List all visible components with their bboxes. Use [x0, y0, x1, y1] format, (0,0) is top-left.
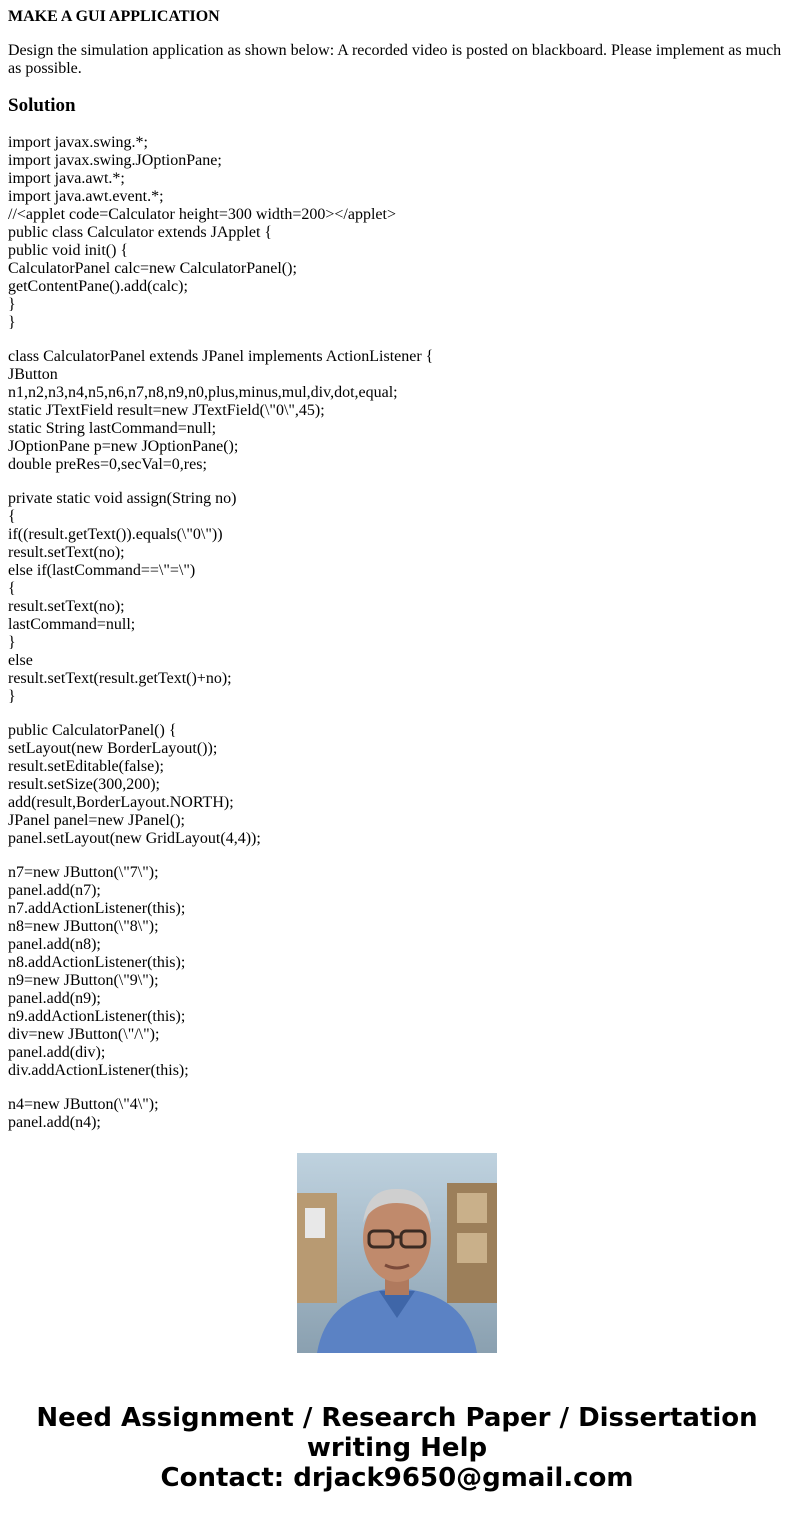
code-line: CalculatorPanel calc=new CalculatorPanel();: [8, 260, 297, 277]
code-line: n8.addActionListener(this);: [8, 954, 186, 971]
code-line: static String lastCommand=null;: [8, 420, 217, 437]
code-line: }: [8, 296, 16, 313]
cta-line-3: Contact: drjack9650@gmail.com: [160, 1463, 634, 1493]
code-line: {: [8, 580, 16, 597]
code-line: n7=new JButton(\"7\");: [8, 864, 159, 881]
code-listing: [8, 134, 788, 1132]
code-line: div=new JButton(\"/\");: [8, 1026, 160, 1043]
code-line: import javax.swing.JOptionPane;: [8, 152, 222, 169]
code-line: import java.awt.event.*;: [8, 188, 164, 205]
solution-heading: Solution: [8, 95, 76, 116]
code-line: }: [8, 688, 16, 705]
code-line: lastCommand=null;: [8, 616, 136, 633]
code-line: div.addActionListener(this);: [8, 1062, 189, 1079]
code-line: n1,n2,n3,n4,n5,n6,n7,n8,n9,n0,plus,minus,mul,div,dot,equal;: [8, 384, 398, 401]
code-line: else if(lastCommand==\"=\"): [8, 562, 196, 579]
code-line: static JTextField result=new JTextField(\"0\",45);: [8, 402, 325, 419]
code-line: JButton: [8, 366, 58, 383]
code-line: }: [8, 634, 16, 651]
code-line: result.setText(no);: [8, 598, 125, 615]
code-line: n4=new JButton(\"4\");: [8, 1096, 159, 1113]
code-line: public CalculatorPanel() {: [8, 722, 177, 739]
code-line: JOptionPane p=new JOptionPane();: [8, 438, 239, 455]
cta-line-2: writing Help: [306, 1433, 488, 1463]
code-line: else: [8, 652, 33, 669]
code-line: private static void assign(String no): [8, 490, 237, 507]
intro-paragraph: Design the simulation application as shown below: A recorded video is posted on blackboard. Please implement as much as possible.: [8, 42, 782, 77]
code-line: result.setText(no);: [8, 544, 125, 561]
page-title: MAKE A GUI APPLICATION: [8, 8, 220, 25]
code-line: panel.add(n7);: [8, 882, 101, 899]
code-line: result.setSize(300,200);: [8, 776, 160, 793]
code-line: result.setEditable(false);: [8, 758, 164, 775]
code-line: //<applet code=Calculator height=300 width=200></applet>: [8, 206, 396, 223]
code-line: double preRes=0,secVal=0,res;: [8, 456, 207, 473]
code-line: public class Calculator extends JApplet {: [8, 224, 273, 241]
code-line: panel.add(n4);: [8, 1114, 101, 1131]
contact-banner: [0, 1403, 794, 1493]
code-blank-line: [8, 332, 788, 348]
code-line: result.setText(result.getText()+no);: [8, 670, 232, 687]
code-blank-line: [8, 706, 788, 722]
code-line: if((result.getText()).equals(\"0\")): [8, 526, 223, 543]
code-line: add(result,BorderLayout.NORTH);: [8, 794, 234, 811]
code-line: panel.add(n8);: [8, 936, 101, 953]
code-line: JPanel panel=new JPanel();: [8, 812, 185, 829]
code-line: panel.setLayout(new GridLayout(4,4));: [8, 830, 261, 847]
code-line: n8=new JButton(\"8\");: [8, 918, 159, 935]
person-portrait-image: [297, 1153, 497, 1353]
author-photo: [297, 1153, 497, 1353]
code-blank-line: [8, 848, 788, 864]
code-line: {: [8, 508, 16, 525]
code-line: panel.add(div);: [8, 1044, 106, 1061]
code-line: n7.addActionListener(this);: [8, 900, 186, 917]
code-line: n9.addActionListener(this);: [8, 1008, 186, 1025]
cta-line-1: Need Assignment / Research Paper / Dissertation: [36, 1403, 758, 1433]
code-line: setLayout(new BorderLayout());: [8, 740, 218, 757]
code-line: getContentPane().add(calc);: [8, 278, 188, 295]
code-blank-line: [8, 474, 788, 490]
code-line: n9=new JButton(\"9\");: [8, 972, 159, 989]
code-line: panel.add(n9);: [8, 990, 101, 1007]
code-blank-line: [8, 1080, 788, 1096]
code-line: class CalculatorPanel extends JPanel implements ActionListener {: [8, 348, 434, 365]
code-line: }: [8, 314, 16, 331]
code-line: public void init() {: [8, 242, 129, 259]
code-line: import java.awt.*;: [8, 170, 125, 187]
document-content: [8, 0, 788, 1131]
code-line: import javax.swing.*;: [8, 134, 148, 151]
